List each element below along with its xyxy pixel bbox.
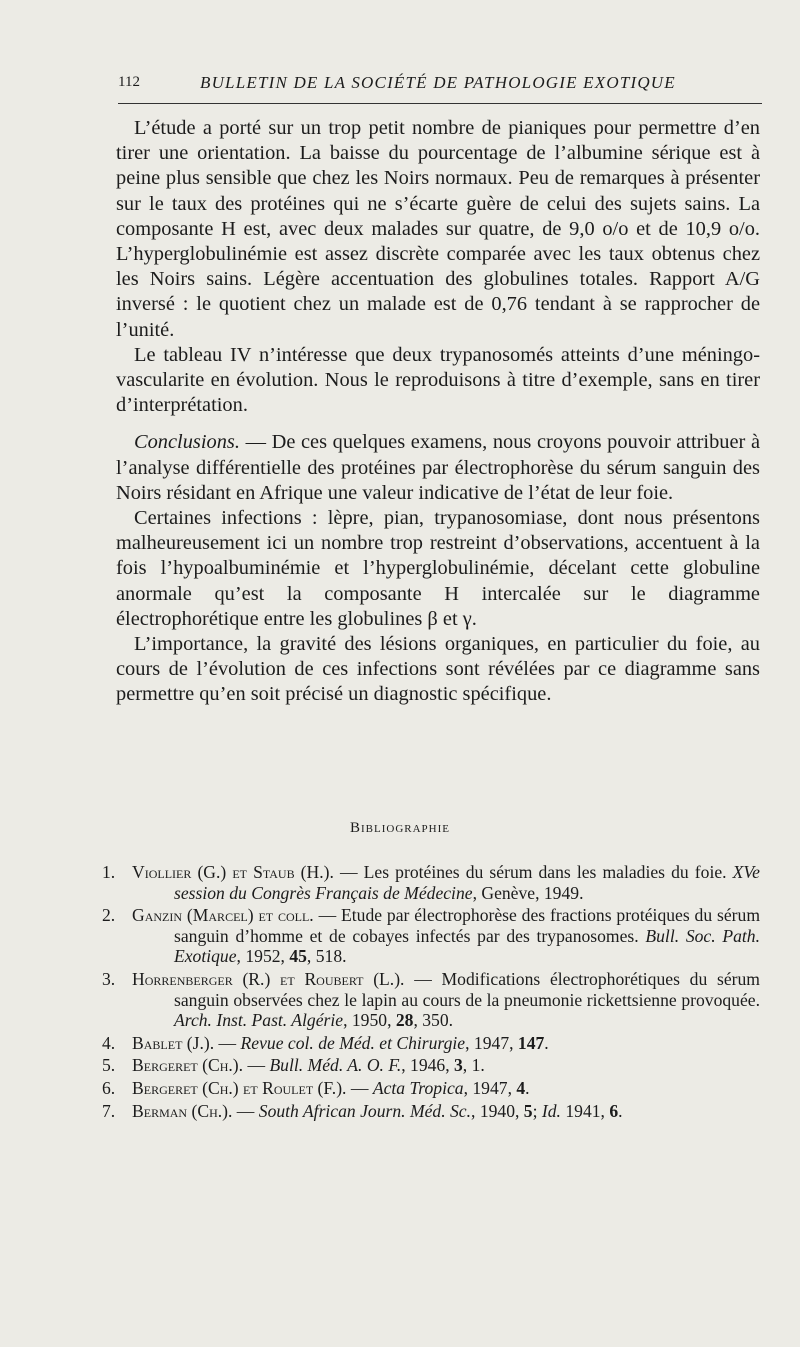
reference-source: Bull. Méd. A. O. F. bbox=[269, 1055, 402, 1076]
body-text bbox=[116, 116, 760, 708]
reference-pages: , 1. bbox=[462, 1055, 485, 1076]
reference-number: 7. bbox=[102, 1100, 116, 1121]
conclusions-text: — De ces quelques examens, nous croyons pouvoir attribuer à l’analyse différentielle des protéines par électrophorèse du sérum sanguin des Noirs résidant en Afrique une valeur indicative de l’état de leur foie. bbox=[116, 431, 760, 504]
reference-item bbox=[102, 1055, 760, 1076]
reference-tail: , 1947, bbox=[465, 1032, 518, 1053]
reference-number: 4. bbox=[102, 1032, 116, 1053]
reference-number: 3. bbox=[102, 968, 116, 989]
reference-volume: 147 bbox=[517, 1032, 545, 1053]
reference-tail: , 1947, bbox=[463, 1077, 517, 1098]
reference-tail: , 1940, bbox=[471, 1100, 524, 1121]
reference-ibid: Id. bbox=[541, 1100, 561, 1121]
page-number: 112 bbox=[118, 74, 140, 90]
reference-author: Ganzin (Marcel) et coll. bbox=[132, 905, 314, 926]
reference-author: Bergeret (Ch.). bbox=[132, 1055, 244, 1076]
reference-volume: 28 bbox=[395, 1010, 414, 1031]
reference-item bbox=[102, 1033, 760, 1054]
paragraph: Certaines infections : lèpre, pian, trypanosomiase, dont nous présentons malheureusement ici un nombre trop restreint d’observations, accentuent à la fois l’hypoalbuminémie et l’hyperglobulinémie, décelant cette globuline anormale qu’est la composante H intercalée sur le diagramme électrophorétique entre les globulines β et γ. bbox=[116, 507, 760, 630]
reference-number: 2. bbox=[102, 905, 116, 926]
reference-source: XVe session du Congrès Français de Médecine bbox=[174, 862, 760, 903]
reference-text: — bbox=[243, 1055, 270, 1076]
reference-item bbox=[102, 905, 760, 967]
reference-item bbox=[102, 862, 760, 903]
reference-author: Horrenberger (R.) et Roubert (L.). bbox=[132, 968, 405, 989]
reference-source: Bull. Soc. Path. Exotique bbox=[174, 925, 760, 967]
reference-text: — bbox=[232, 1100, 259, 1121]
paragraph: L’importance, la gravité des lésions organiques, en particulier du foie, au cours de l’évolution de ces infections sont révélées par ce diagramme sans permettre qu’en soit précisé un diagnostic spécifique. bbox=[116, 633, 760, 706]
reference-author: Bablet (J.). bbox=[132, 1032, 215, 1053]
reference-number: 5. bbox=[102, 1055, 116, 1076]
reference-author: Berman (Ch.). bbox=[132, 1100, 233, 1121]
reference-item bbox=[102, 1078, 760, 1099]
header-rule bbox=[118, 103, 762, 104]
reference-volume: 3 bbox=[454, 1055, 463, 1076]
paragraph: Le tableau IV n’intéresse que deux trypanosomés atteints d’une méningo-vascularite en évolution. Nous le reproduisons à titre d’exemple, sans en tirer d’interprétation. bbox=[116, 343, 760, 417]
reference-tail: , 1946, bbox=[401, 1055, 454, 1076]
reference-text: — bbox=[346, 1077, 373, 1098]
reference-pages: . bbox=[544, 1032, 549, 1053]
paragraph: L’étude a porté sur un trop petit nombre de pianiques pour permettre d’en tirer une orientation. La baisse du pourcentage de l’albumine sérique est à peine plus sensible que chez les Noirs normaux. Peu de remarques à présenter sur le taux des protéines qui ne s’écarte guère de celui des sujets sains. La composante H est, avec deux malades sur quatre, de 9,0 o/o et de 10,9 o/o. L’hyperglobulinémie est assez discrète comparée avec les taux obtenus chez les Noirs sains. Légère accentuation des globulines totales. Rapport A/G inversé : le quotient chez un malade est de 0,76 tendant à se rapprocher de l’unité. bbox=[116, 117, 760, 341]
reference-tail: , Genève, 1949. bbox=[472, 882, 584, 903]
reference-text: — bbox=[214, 1032, 241, 1053]
reference-source: South African Journ. Méd. Sc. bbox=[258, 1100, 472, 1121]
reference-volume: 45 bbox=[289, 946, 307, 967]
reference-author: Viollier (G.) et Staub (H.). bbox=[132, 862, 334, 882]
reference-pages: , 350. bbox=[413, 1010, 454, 1031]
reference-tail: 1941, bbox=[560, 1100, 610, 1121]
reference-tail: , 1952, bbox=[236, 946, 290, 967]
reference-source: Arch. Inst. Past. Algérie bbox=[174, 1010, 344, 1031]
reference-author: Bergeret (Ch.) et Roulet (F.). bbox=[132, 1077, 347, 1098]
reference-source: Revue col. de Méd. et Chirurgie bbox=[240, 1032, 466, 1053]
reference-separator: ; bbox=[532, 1100, 542, 1121]
reference-number: 6. bbox=[102, 1077, 116, 1098]
reference-item bbox=[102, 1101, 760, 1122]
bibliography-heading: Bibliographie bbox=[350, 820, 450, 836]
page-header bbox=[118, 70, 758, 100]
reference-pages: , 518. bbox=[306, 946, 347, 967]
reference-volume: 5 bbox=[523, 1100, 533, 1121]
reference-number: 1. bbox=[102, 862, 116, 882]
reference-item bbox=[102, 969, 760, 1031]
reference-source: Acta Tropica bbox=[372, 1077, 464, 1098]
reference-volume: 4 bbox=[516, 1077, 526, 1098]
reference-tail: , 1950, bbox=[343, 1010, 396, 1031]
reference-pages: . bbox=[618, 1100, 623, 1121]
reference-pages: . bbox=[525, 1077, 530, 1098]
running-title: BULLETIN DE LA SOCIÉTÉ DE PATHOLOGIE EXOTIQUE bbox=[200, 73, 676, 92]
bibliography-list bbox=[102, 862, 760, 1123]
reference-text: — Les protéines du sérum dans les maladies du foie. bbox=[333, 862, 733, 882]
reference-text: — Etude par électrophorèse des fractions protéiques du sérum sanguin d’homme et de cobayes infectés par des trypanosomes. bbox=[174, 905, 761, 946]
conclusions-paragraph bbox=[116, 430, 760, 506]
conclusions-label: Conclusions. bbox=[134, 431, 240, 454]
reference-text: — Modifications électrophorétiques du sérum sanguin observées chez le lapin au cours de la pneumonie rickettsienne provoquée. bbox=[174, 968, 760, 1010]
reference-volume: 6 bbox=[609, 1100, 619, 1121]
